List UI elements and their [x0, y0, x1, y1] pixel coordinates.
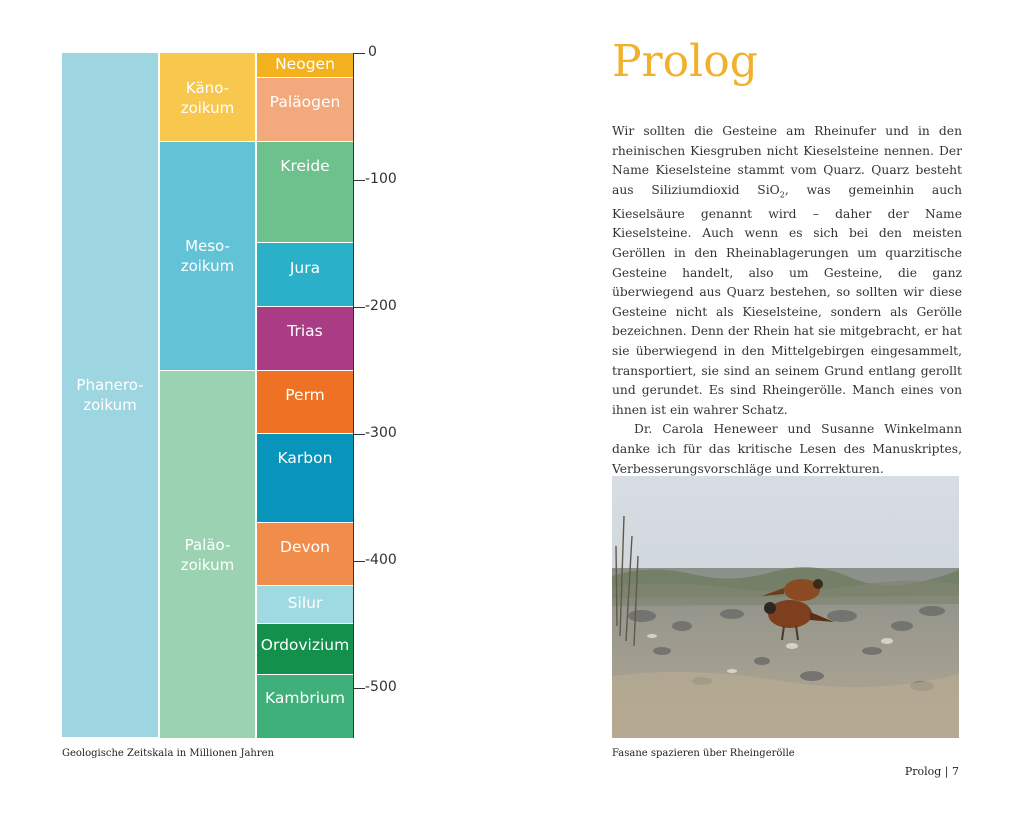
- paragraph-text: , was gemeinhin auch Kieselsäure genannt wird – daher der Name Kieselsteine. Auch wenn es sich bei den meisten Geröllen in den Rheinablagerungen um quarzitische Gesteine handelt, also um Gesteine, die ganz überwiegend aus Quarz bestehen, so sollten wir diese Gesteine nicht als Kieselsteine, sondern als Gerölle bezeichnen. Denn der Rhein hat sie mitgebracht, er hat sie überwiegend in den Mittelgebirgen eingesammelt, transportiert, sie sind an seinem Grund entlang gerollt und gerundet. Es sind Rheingerölle. Manch eines von ihnen ist ein wahrer Schatz.: [612, 182, 962, 417]
- period-palaeogen: [257, 78, 353, 142]
- period-neogen: [257, 53, 353, 78]
- axis-tick: [353, 688, 365, 689]
- era-label: Käno- zoikum: [180, 79, 235, 117]
- eon-label: Phanero- zoikum: [76, 376, 144, 414]
- axis-tick: [353, 307, 365, 308]
- period-karbon: [257, 434, 353, 523]
- period-label: Devon: [280, 538, 330, 556]
- period-label: Kreide: [280, 157, 330, 175]
- paragraph: [612, 122, 962, 420]
- axis-tick: [353, 434, 365, 435]
- axis-tick: [353, 180, 365, 181]
- period-label: Neogen: [275, 55, 335, 73]
- period-perm: [257, 371, 353, 434]
- period-label: Perm: [285, 386, 325, 404]
- axis-tick-label: 0: [368, 44, 377, 60]
- era-mesozoikum: [160, 142, 255, 371]
- period-label: Karbon: [277, 449, 333, 467]
- axis-tick-label: -400: [365, 552, 397, 568]
- time-axis: [353, 44, 397, 738]
- period-silur: [257, 586, 353, 624]
- period-label: Ordovizium: [260, 636, 350, 654]
- axis-tick: [353, 561, 365, 562]
- axis-tick-label: -100: [365, 171, 397, 187]
- period-label: Jura: [289, 259, 321, 277]
- era-kaenozoikum: [160, 53, 255, 142]
- period-jura: [257, 243, 353, 307]
- paragraph-text: Wir sollten die Gesteine am Rheinufer und in den rheinischen Kiesgruben nicht Kieselsteine nennen. Der Name Kieselsteine stammt vom Quarz. Quarz besteht aus Siliziumdioxid SiO: [612, 124, 962, 197]
- subscript: 2: [779, 190, 785, 200]
- timescale-caption: Geologische Zeitskala in Millionen Jahren: [62, 748, 274, 759]
- period-kambrium: [257, 675, 353, 738]
- period-kreide: [257, 142, 353, 243]
- axis-tick-label: -500: [365, 679, 397, 695]
- photo-caption: Fasane spazieren über Rheingerölle: [612, 748, 795, 759]
- era-label: Paläo- zoikum: [180, 536, 235, 574]
- axis-tick-label: -300: [365, 425, 397, 441]
- page-title: Prolog: [612, 36, 758, 87]
- paragraph: Dr. Carola Heneweer und Susanne Winkelmann danke ich für das kritische Lesen des Manuskriptes, Verbesserungsvorschläge und Korrekturen.: [612, 422, 962, 476]
- period-label: Kambrium: [265, 689, 345, 707]
- eon-phanerozoikum: [62, 53, 158, 738]
- period-label: Trias: [287, 322, 323, 340]
- photo-image: [612, 476, 959, 738]
- page-footer: Prolog | 7: [904, 765, 959, 778]
- pheasant-photo: [612, 476, 959, 738]
- axis-tick: [353, 53, 365, 54]
- period-label: Paläogen: [269, 93, 341, 111]
- period-ordovizium: [257, 624, 353, 675]
- era-palaeozoikum: [160, 371, 255, 738]
- period-trias: [257, 307, 353, 371]
- era-label: Meso- zoikum: [180, 237, 235, 275]
- period-label: Silur: [287, 594, 323, 612]
- axis-tick-label: -200: [365, 298, 397, 314]
- axis-line: [353, 53, 354, 738]
- period-devon: [257, 523, 353, 586]
- prolog-text: [612, 122, 962, 479]
